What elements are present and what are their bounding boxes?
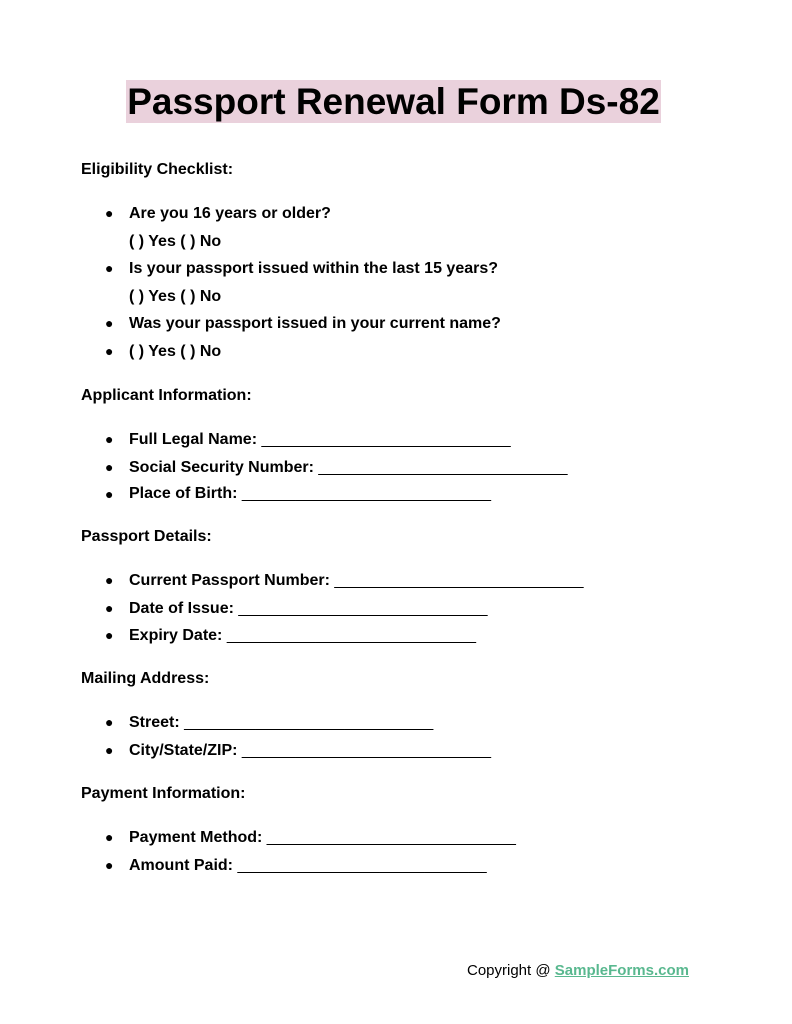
bullet-icon: ● xyxy=(105,458,114,475)
payment-list xyxy=(81,824,721,879)
field-label: Date of Issue: xyxy=(129,599,234,617)
field-label: Expiry Date: xyxy=(129,627,223,644)
field-label: Current Passport Number: xyxy=(129,572,330,589)
eligibility-section xyxy=(81,161,721,365)
field-street[interactable] xyxy=(81,709,721,737)
answer-options[interactable] xyxy=(81,228,721,256)
field-blank[interactable]: ____________________________ xyxy=(184,714,434,731)
field-blank[interactable]: ____________________________ xyxy=(318,458,568,476)
field-label: Amount Paid: xyxy=(129,856,233,874)
list-item xyxy=(81,255,721,283)
field-blank[interactable]: ____________________________ xyxy=(237,856,487,874)
passport-list xyxy=(81,567,721,650)
field-city-state-zip[interactable] xyxy=(81,737,721,765)
field-blank[interactable]: ____________________________ xyxy=(261,431,511,448)
bullet-icon: ● xyxy=(105,714,114,730)
bullet-icon: ● xyxy=(105,315,114,331)
bullet-icon: ● xyxy=(105,260,114,276)
field-blank[interactable]: ____________________________ xyxy=(226,627,476,644)
yes-no-options[interactable]: ( ) Yes ( ) No xyxy=(129,232,222,250)
list-item[interactable] xyxy=(81,338,721,366)
footer-copyright xyxy=(467,962,689,980)
field-label: Full Legal Name: xyxy=(129,431,258,448)
mailing-list xyxy=(81,709,721,764)
field-blank[interactable]: ____________________________ xyxy=(238,599,488,617)
payment-section xyxy=(81,785,721,879)
bullet-icon: ● xyxy=(105,599,114,616)
bullet-icon: ● xyxy=(105,431,114,447)
field-place-of-birth[interactable] xyxy=(81,481,721,507)
page-title: Passport Renewal Form Ds-82 xyxy=(127,81,660,122)
field-label: Street: xyxy=(129,714,180,731)
field-blank[interactable]: ____________________________ xyxy=(241,741,492,759)
field-label: City/State/ZIP: xyxy=(129,741,238,759)
yes-no-options[interactable]: ( ) Yes ( ) No xyxy=(129,342,222,360)
list-item xyxy=(81,310,721,338)
field-blank[interactable]: ____________________________ xyxy=(266,829,516,846)
field-current-passport-number[interactable] xyxy=(81,567,721,595)
applicant-list xyxy=(81,426,721,507)
field-label: Payment Method: xyxy=(129,829,263,846)
mailing-section xyxy=(81,670,721,764)
copyright-text: Copyright @ xyxy=(467,962,555,979)
eligibility-list xyxy=(81,200,721,365)
question-text: Is your passport issued within the last 15 years? xyxy=(129,260,499,277)
passport-section xyxy=(81,528,721,650)
field-label: Social Security Number: xyxy=(129,458,314,476)
list-item xyxy=(81,200,721,228)
field-amount-paid[interactable] xyxy=(81,852,721,880)
field-blank[interactable]: ____________________________ xyxy=(241,485,492,502)
section-heading-applicant: Applicant Information: xyxy=(81,387,252,404)
applicant-section xyxy=(81,387,721,507)
bullet-icon: ● xyxy=(105,856,114,873)
answer-options[interactable] xyxy=(81,283,721,311)
bullet-icon: ● xyxy=(105,205,114,221)
bullet-icon: ● xyxy=(105,486,114,502)
question-text: Are you 16 years or older? xyxy=(129,205,331,222)
bullet-icon: ● xyxy=(105,572,114,588)
question-text: Was your passport issued in your current name? xyxy=(129,315,501,332)
bullet-icon: ● xyxy=(105,342,114,359)
field-full-legal-name[interactable] xyxy=(81,426,721,454)
field-label: Place of Birth: xyxy=(129,485,238,502)
section-heading-eligibility: Eligibility Checklist: xyxy=(81,161,234,178)
field-expiry-date[interactable] xyxy=(81,622,721,650)
yes-no-options[interactable]: ( ) Yes ( ) No xyxy=(129,287,222,305)
title-wrap xyxy=(0,80,792,123)
bullet-icon: ● xyxy=(105,741,114,758)
field-social-security-number[interactable] xyxy=(81,454,721,482)
bullet-icon: ● xyxy=(105,829,114,845)
field-date-of-issue[interactable] xyxy=(81,595,721,623)
section-heading-payment: Payment Information: xyxy=(81,785,246,802)
section-heading-passport: Passport Details: xyxy=(81,528,212,545)
bullet-icon: ● xyxy=(105,627,114,643)
section-heading-mailing: Mailing Address: xyxy=(81,670,210,687)
sampleforms-link[interactable]: SampleForms.com xyxy=(554,962,689,979)
field-payment-method[interactable] xyxy=(81,824,721,852)
field-blank[interactable]: ____________________________ xyxy=(334,572,584,589)
